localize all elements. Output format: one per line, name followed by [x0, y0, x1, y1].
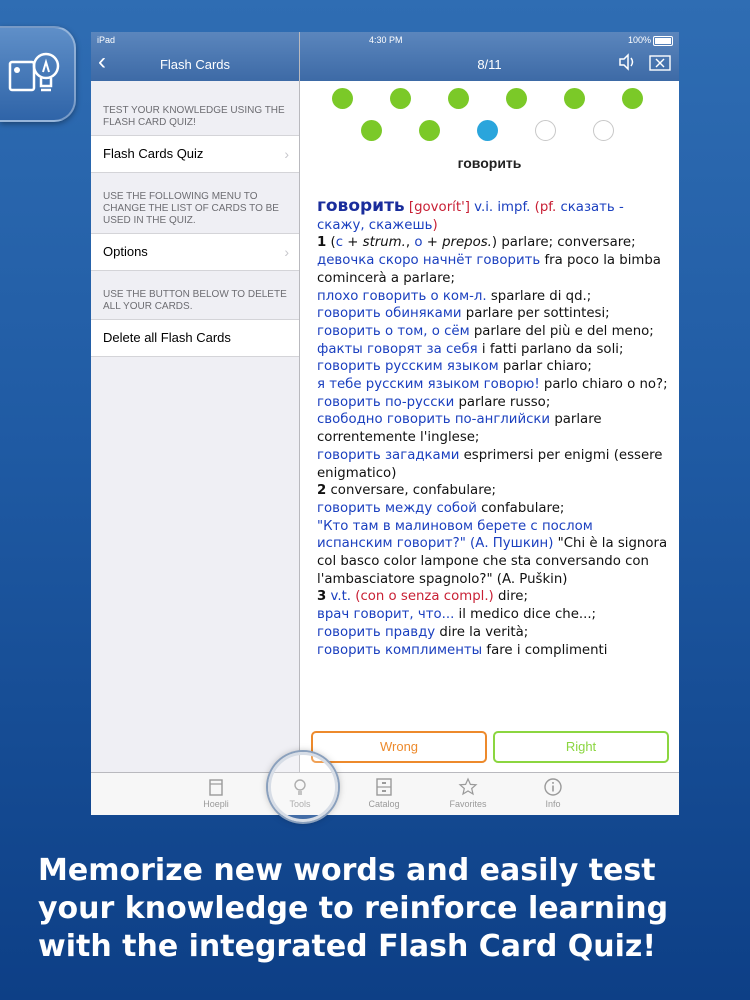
example-it: fra poco la bimba comincerà a parlare; — [317, 253, 661, 286]
tab-catalog[interactable] — [354, 777, 414, 809]
entry-grammar: v.i. impf. — [474, 200, 531, 215]
info-icon — [543, 777, 563, 797]
right-navbar — [300, 32, 679, 81]
options-item[interactable] — [91, 233, 299, 271]
right-button[interactable]: Right — [493, 731, 669, 763]
example-it: parlare russo; — [458, 394, 551, 410]
speaker-icon[interactable] — [617, 52, 637, 77]
example-ru: я тебе русским языком говорю! — [317, 377, 540, 393]
tab-label: Favorites — [449, 799, 487, 809]
delete-section-note: USE THE BUTTON BELOW TO DELETE ALL YOUR CARDS. — [103, 289, 287, 312]
flash-cards-quiz-label: Flash Cards Quiz — [103, 146, 204, 161]
sense-text: ) parlare; conversare; — [491, 235, 636, 251]
progress-dot-correct — [332, 88, 353, 109]
tab-info[interactable] — [523, 777, 583, 809]
chevron-right-icon: › — [284, 146, 289, 162]
progress-dot-correct — [622, 88, 643, 109]
sense-number: 3 — [317, 589, 327, 605]
example-ru: говорить о том, о сём — [317, 323, 470, 339]
progress-dot-correct — [419, 120, 440, 141]
ipad-screen — [91, 32, 679, 815]
progress-dot-correct — [448, 88, 469, 109]
status-device: iPad — [97, 35, 116, 45]
card-counter: 8/11 — [477, 57, 502, 72]
example-ru: врач говорит, что... — [317, 607, 455, 623]
example-ru: говорить обиняками — [317, 306, 462, 322]
sense-text: conversare, confabulare; — [330, 483, 497, 499]
cabinet-icon — [374, 777, 394, 797]
example-it: il medico dice che...; — [458, 607, 597, 623]
progress-dot-pending — [593, 120, 614, 141]
progress-dot-current — [477, 120, 498, 141]
book-icon — [206, 777, 226, 797]
example-it: sparlare di qd.; — [490, 288, 592, 304]
entry-paren: ( — [534, 200, 540, 215]
example-ru: свободно говорить по-английски — [317, 412, 551, 428]
progress-dot-correct — [361, 120, 382, 141]
quiz-answer-buttons — [300, 731, 679, 762]
tab-label: Tools — [289, 799, 311, 809]
flashcard-lightbulb-icon — [6, 42, 66, 106]
entry-paren: ) — [432, 217, 438, 233]
card-headword: говорить — [457, 155, 522, 171]
entry-pf-forms: сказать - скажу, скажешь — [317, 200, 624, 233]
sense-number: 1 — [317, 235, 327, 251]
example-it: parlare del più e del meno; — [473, 323, 654, 339]
quiz-progress-dots — [300, 88, 679, 144]
progress-dot-correct — [564, 88, 585, 109]
flash-cards-quiz-item[interactable] — [91, 135, 299, 173]
sense-text: prepos. — [442, 235, 492, 251]
entry-pf-label: pf. — [539, 200, 557, 215]
example-ru: говорить по-русски — [317, 394, 455, 410]
status-battery: 100% — [627, 35, 651, 45]
tab-label: Hoepli — [203, 799, 229, 809]
example-it: parlo chiaro o no?; — [543, 377, 668, 393]
example-ru: девочка скоро начнёт говорить — [317, 253, 541, 269]
sense-text: (con o senza compl.) — [355, 589, 494, 605]
options-section-note: USE THE FOLLOWING MENU TO CHANGE THE LIST OF CARDS TO BE USED IN THE QUIZ. — [103, 191, 279, 226]
sense-number: 2 — [317, 483, 327, 499]
entry-headword: говорить — [317, 198, 405, 216]
dictionary-entry — [317, 198, 669, 721]
star-icon — [458, 777, 478, 797]
sense-text: о — [414, 235, 423, 251]
progress-dot-correct — [390, 88, 411, 109]
sense-text: + — [426, 235, 438, 251]
example-it: parlar chiaro; — [502, 359, 592, 375]
tab-label: Info — [545, 799, 561, 809]
example-ru: говорить правду — [317, 624, 436, 640]
example-it: parlare per sottintesi; — [465, 306, 610, 322]
flash-card-panel — [300, 32, 679, 772]
progress-dot-pending — [535, 120, 556, 141]
options-label: Options — [103, 244, 148, 259]
example-it: fare i complimenti — [486, 642, 608, 658]
flash-cards-panel — [91, 32, 300, 772]
panel-title: Flash Cards — [159, 57, 231, 72]
promo-tagline: Memorize new words and easily test your knowledge to reinforce learning with the integrated Flash Card Quiz! — [38, 853, 669, 964]
battery-icon — [653, 36, 673, 46]
tab-favorites[interactable] — [438, 777, 498, 809]
quiz-section-note: TEST YOUR KNOWLEDGE USING THE FLASH CARD QUIZ! — [103, 105, 285, 128]
delete-all-flash-cards-button[interactable] — [91, 319, 299, 357]
example-it: "Chi è la signora col basco color lampone che sta conversando con l'ambasciatore spagnolo?" (A. Puškin) — [317, 536, 668, 587]
example-ru: говорить русским языком — [317, 359, 499, 375]
sense-text: + — [347, 235, 359, 251]
chevron-right-icon: › — [284, 244, 289, 260]
sense-text: dire; — [497, 589, 528, 605]
example-ru: говорить загадками — [317, 447, 460, 463]
tools-highlight-ring — [268, 752, 338, 822]
example-ru: говорить между собой — [317, 500, 477, 516]
tab-bar — [91, 772, 679, 815]
entry-transcription: [govorít'] — [408, 200, 470, 215]
example-it: confabulare; — [481, 500, 565, 516]
example-ru: "Кто там в малиновом берете с послом испанским говорит?" (А. Пушкин) — [317, 518, 593, 552]
example-it: i fatti parlano da soli; — [481, 341, 624, 357]
tab-label: Catalog — [368, 799, 400, 809]
sense-text: strum. — [362, 235, 406, 251]
progress-dot-correct — [506, 88, 527, 109]
example-it: dire la verità; — [439, 624, 529, 640]
example-it: parlare correntemente l'inglese; — [317, 412, 602, 446]
status-time: 4:30 PM — [369, 35, 403, 45]
tab-hoepli[interactable] — [186, 777, 246, 809]
example-ru: говорить комплименты — [317, 642, 483, 658]
close-icon[interactable] — [649, 55, 671, 76]
example-ru: факты говорят за себя — [317, 341, 478, 357]
wrong-button[interactable]: Wrong — [311, 731, 487, 763]
sense-text: с — [335, 235, 344, 251]
left-navbar — [91, 32, 299, 81]
delete-all-label: Delete all Flash Cards — [103, 330, 231, 345]
sense-text: , — [405, 235, 411, 251]
app-badge — [0, 26, 76, 122]
back-button[interactable]: ‹ — [98, 48, 106, 75]
sense-text: v.t. — [330, 589, 352, 605]
example-it: esprimersi per enigmi (essere enigmatico) — [317, 447, 663, 481]
example-ru: плохо говорить о ком-л. — [317, 288, 487, 304]
sense-text: ( — [330, 235, 336, 251]
